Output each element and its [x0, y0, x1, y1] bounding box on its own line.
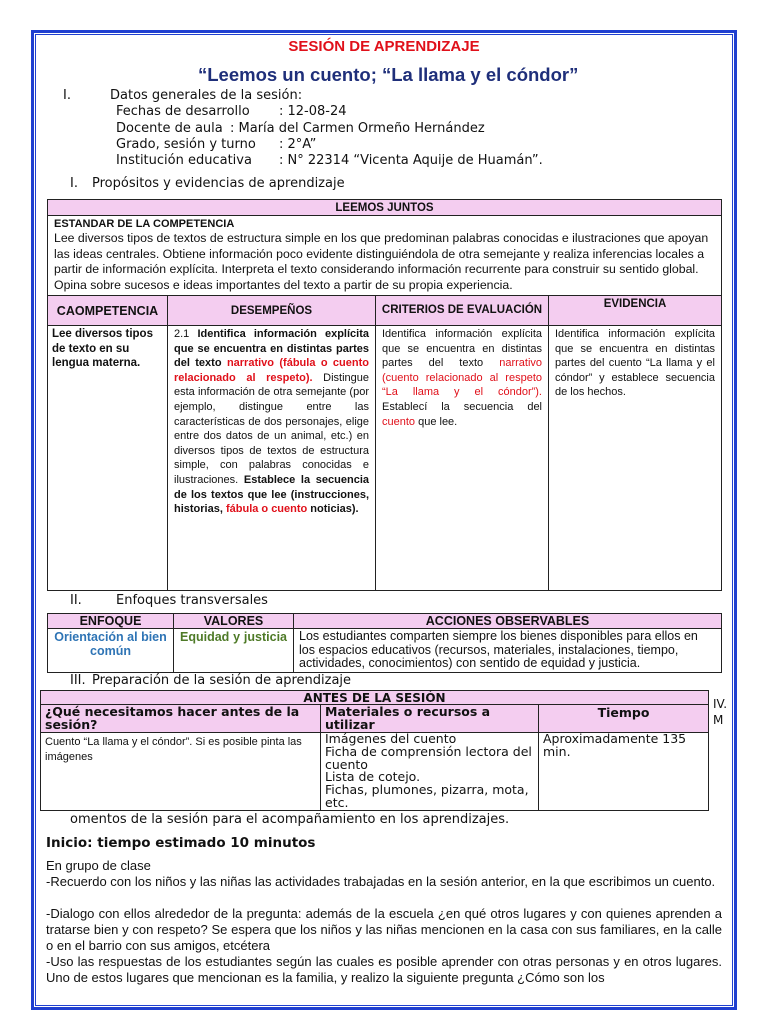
field-label: Docente de aula — [116, 121, 223, 136]
header-values: VALORES — [174, 614, 294, 629]
field-label: Grado, sesión y turno — [116, 137, 256, 152]
paragraph: -Recuerdo con los niños y las niñas las actividades trabajadas en la sesión anterior, en la que escribimos un cuento. — [46, 874, 716, 889]
competence-cell: Lee diversos tipos de texto en su lengua materna. — [48, 326, 168, 591]
criteria-cell — [376, 326, 549, 591]
header-todo: ¿Qué necesitamos hacer antes de la sesión? — [41, 705, 321, 733]
section-letter: M — [713, 713, 724, 727]
performance-text: Identifica información explícita que se encuentra en distintas partes del texto — [174, 328, 369, 370]
material-item: Lista de cotejo. — [325, 769, 421, 785]
material-item: Fichas, plumones, pizarra, mota, etc. — [325, 782, 529, 810]
materials-cell — [321, 733, 539, 811]
performance-cell — [168, 326, 376, 591]
group-label: En grupo de clase — [46, 858, 151, 873]
competence-table — [47, 199, 722, 591]
performance-text: noticias). — [307, 503, 359, 516]
paragraph: -Dialogo con ellos alrededor de la pregunta: además de la escuela ¿en qué otros lugares y con quienes aprenden a tratarse bien y con respeto? Se espera que los niños y las niñas mencionen en la casa con sus familiares, en la calle o en el barrio con sus amigos, etcétera — [46, 906, 722, 953]
moments-heading: omentos de la sesión para el acompañamiento en los aprendizajes. — [70, 812, 510, 827]
section-numeral: IV. — [713, 697, 728, 711]
material-item: Ficha de comprensión lectora del cuento — [325, 743, 532, 772]
criteria-text-red: cuento — [382, 415, 416, 428]
standard-label: ESTANDAR DE LA COMPETENCIA — [54, 218, 235, 230]
performance-text-red: narrativo (fábula o cuento relacionado al respeto). — [174, 357, 369, 384]
preparation-table — [40, 690, 709, 811]
actions-cell: Los estudiantes comparten siempre los bienes disponibles para ellos en los espacios educativos (recursos, materiales, instalaciones, tiempo, actividades, conocimientos) con sentido de equidad y justicia. — [294, 629, 722, 673]
approach-cell: Orientación al bien común — [48, 629, 174, 673]
inicio-heading: Inicio: tiempo estimado 10 minutos — [46, 835, 316, 851]
field-label: Fechas de desarrollo — [116, 104, 250, 119]
section-numeral: III. — [70, 673, 86, 688]
header-criteria: CRITERIOS DE EVALUACIÓN — [376, 296, 549, 326]
header-time: Tiempo — [539, 705, 709, 733]
performance-number: 2.1 — [174, 328, 198, 340]
header-competence: CAOMPETENCIA — [48, 296, 168, 326]
document-title: SESIÓN DE APRENDIZAJE — [288, 38, 480, 55]
section-numeral: I. — [63, 88, 71, 103]
performance-text-red: fábula o cuento — [225, 503, 308, 516]
criteria-text: Identifica información explícita que se encuentra en distintas partes del texto — [382, 328, 542, 370]
standard-text: Lee diversos tipos de textos de estructura simple en los que predominan palabras conocidas e ilustraciones que apoyan las ideas centrales. Obtiene información poco evidente distinguiéndola de otra semejante y realiza inferencias locales a partir de información explícita. Interpreta el texto considerando información recurrente para construir su sentido global. Opina sobre sucesos e ideas importantes del texto a partir de su propia experiencia. — [54, 231, 709, 292]
approaches-table — [47, 613, 722, 673]
time-cell: Aproximadamente 135 min. — [539, 733, 709, 811]
section-numeral: I. — [70, 176, 78, 191]
performance-text: Establece la secuencia de los textos que lee (instrucciones, historias, — [174, 473, 369, 516]
general-data-heading: Datos generales de la sesión: — [110, 88, 303, 103]
header-evidence: EVIDENCIA — [549, 296, 722, 326]
standard-cell — [48, 216, 722, 296]
value-cell: Equidad y justicia — [174, 629, 294, 673]
paragraph: -Uso las respuestas de los estudiantes según las cuales es posible aprender con otras personas y en otros lugares. Uno de estos lugares que mencionan es la familia, y realizo la siguiente pregunta ¿Cómo son los — [46, 954, 722, 985]
session-subtitle: “Leemos un cuento; “La llama y el cóndor” — [198, 64, 579, 85]
field-value: : N° 22314 “Vicenta Aquije de Huamán”. — [279, 153, 543, 168]
criteria-text: que lee. — [415, 415, 458, 428]
todo-cell: Cuento “La llama y el cóndor”. Si es posible pinta las imágenes — [41, 733, 321, 811]
header-approach: ENFOQUE — [48, 614, 174, 629]
evidence-cell: Identifica información explícita que se encuentra en distintas partes del cuento “La llama y el cóndor” y establece secuencia de los hechos. — [549, 326, 722, 591]
before-session-title: ANTES DE LA SESIÓN — [41, 691, 709, 705]
field-label: Institución educativa — [116, 153, 252, 168]
approaches-heading: Enfoques transversales — [116, 593, 268, 608]
section-numeral: II. — [70, 593, 82, 608]
material-item: Imágenes del cuento — [325, 731, 457, 746]
field-value: : 12-08-24 — [279, 104, 347, 119]
performance-text: Distingue esta información de otra semejante (por ejemplo, distingue entre las características de dos personajes, elige entre dos datos de un animal, etc.) en diversos tipos de textos de estructura simple, con palabras conocidas e ilustraciones. — [174, 371, 369, 486]
preparation-heading: Preparación de la sesión de aprendizaje — [92, 673, 352, 688]
criteria-text: Establecí la secuencia del — [382, 400, 542, 413]
criteria-text-red: narrativo (cuento relacionado al respeto “La llama y el cóndor”). — [382, 357, 542, 399]
header-actions: ACCIONES OBSERVABLES — [294, 614, 722, 629]
field-value: : María del Carmen Ormeño Hernández — [230, 121, 485, 136]
header-materials: Materiales o recursos a utilizar — [321, 705, 539, 733]
purposes-heading: Propósitos y evidencias de aprendizaje — [92, 176, 345, 191]
header-performance: DESEMPEÑOS — [168, 296, 376, 326]
table-title: LEEMOS JUNTOS — [48, 200, 722, 216]
field-value: : 2°A” — [279, 137, 317, 152]
